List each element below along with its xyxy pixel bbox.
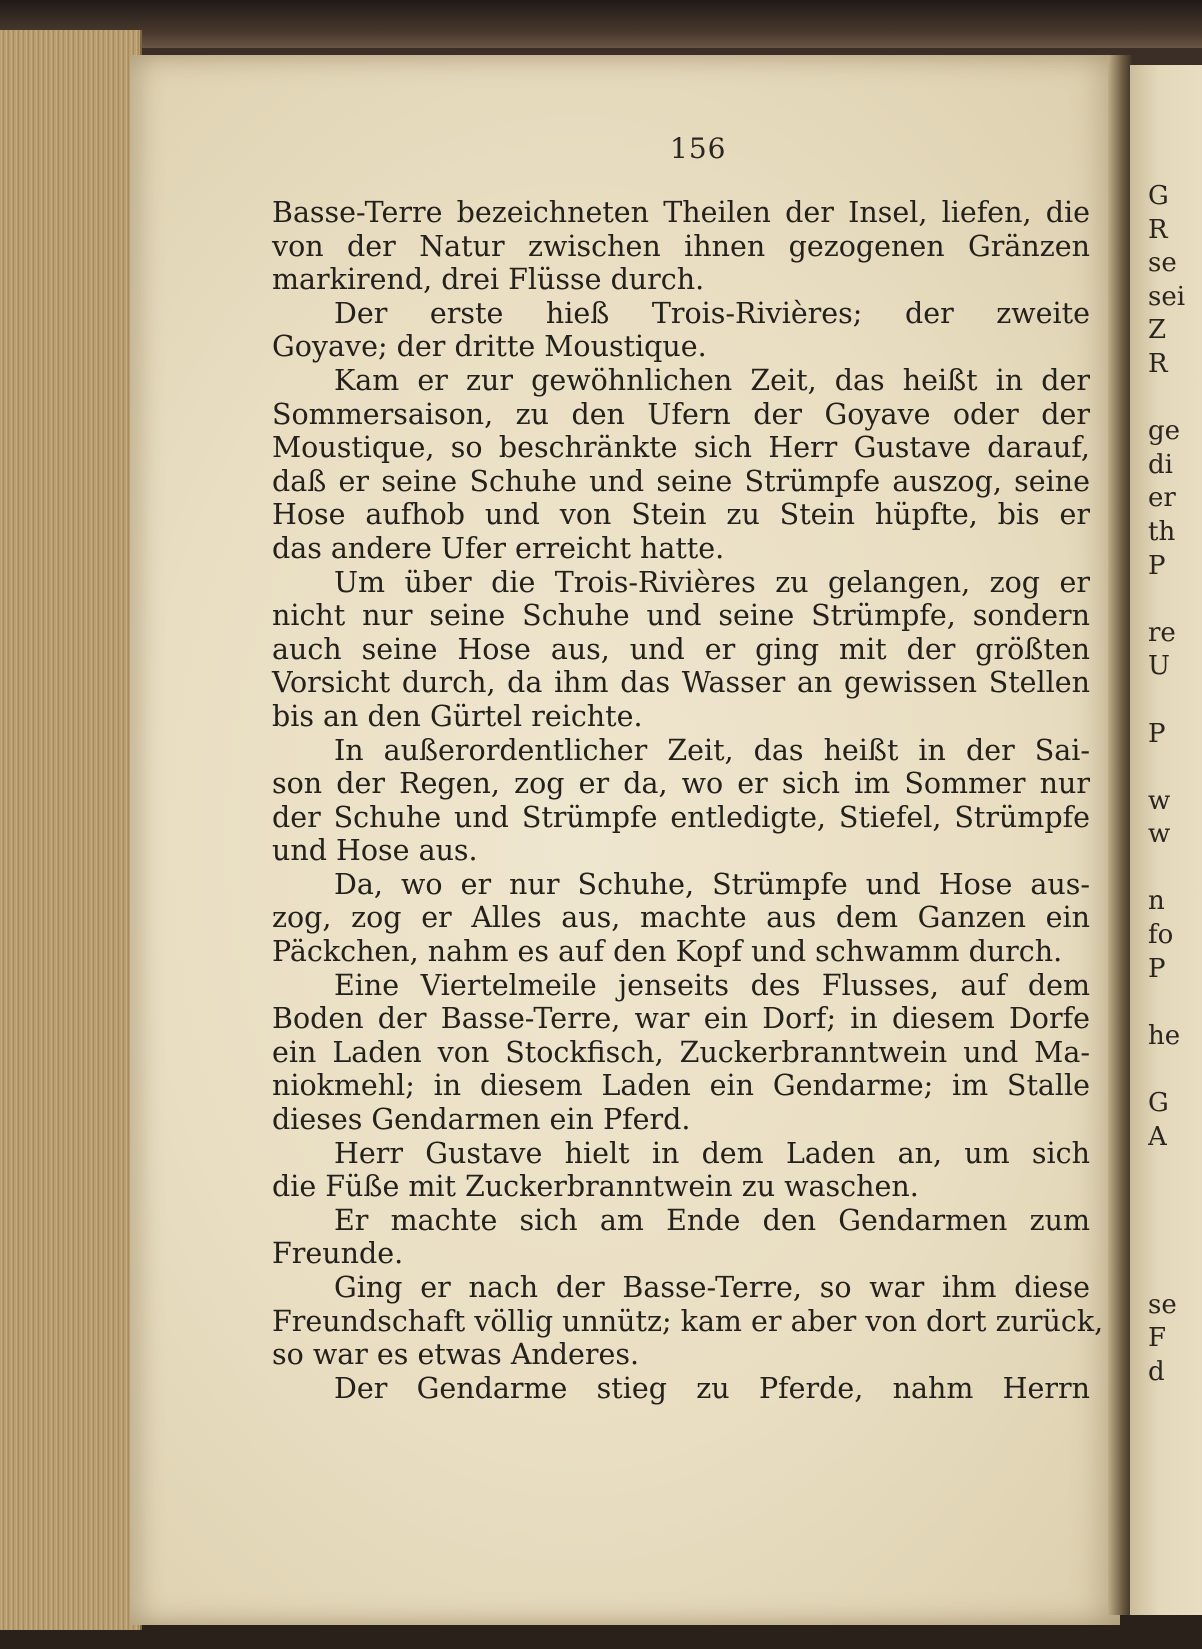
text-line: Freundschaft völlig unnütz; kam er aber von dort zurück, [272, 1304, 1104, 1338]
text-line: Vorsicht durch, da ihm das Wasser an gewissen Stellen [272, 666, 1090, 700]
text-line: der Schuhe und Strümpfe entledigte, Stiefel, Strümpfe [272, 800, 1090, 834]
text-line: Moustique, so beschränkte sich Herr Gustave darauf, [272, 431, 1090, 465]
right-page-fragment: er [1148, 483, 1176, 514]
right-page-fragment: F [1148, 1323, 1167, 1354]
right-page-fragment [1148, 1188, 1202, 1222]
right-page-fragment: R [1148, 348, 1168, 379]
right-page-fragment: G [1148, 181, 1169, 211]
right-page-fragment: fo [1148, 920, 1174, 951]
text-line: niokmehl; in diesem Laden ein Gendarme; im Stalle [272, 1069, 1090, 1103]
text-line: Freunde. [272, 1237, 404, 1271]
book-gutter [1108, 55, 1132, 1615]
right-page-fragment [1148, 684, 1202, 718]
book-cover-edge [0, 0, 1202, 48]
text-line: Er machte sich am Ende den Gendarmen zum [334, 1203, 1090, 1237]
text-line: daß er seine Schuhe und seine Strümpfe auszog, seine [272, 464, 1090, 498]
right-page-fragment: n [1148, 886, 1165, 917]
text-line: zog, zog er Alles aus, machte aus dem Ganzen ein [272, 901, 1090, 935]
text-line: dieses Gendarmen ein Pferd. [272, 1103, 691, 1137]
text-line: bis an den Gürtel reichte. [272, 699, 643, 733]
text-line: Um über die Trois-Rivières zu gelangen, zog er [334, 565, 1090, 599]
text-line: Sommersaison, zu den Ufern der Goyave oder der [272, 397, 1090, 431]
text-line: Eine Viertelmeile jenseits des Flusses, auf dem [334, 968, 1090, 1002]
right-page-fragment [1148, 1053, 1202, 1087]
right-page-fragment [1148, 751, 1202, 785]
text-line: Basse-Terre bezeichneten Theilen der Insel, liefen, die [272, 196, 1090, 229]
text-line: Herr Gustave hielt in dem Laden an, um sich [334, 1136, 1090, 1170]
right-page-fragment [1148, 1154, 1202, 1188]
right-page-fragment: R [1148, 214, 1168, 245]
right-page-fragment: P [1148, 550, 1166, 581]
right-page-fragment: Z [1148, 315, 1167, 346]
right-page-fragment: th [1148, 516, 1176, 547]
page-body-text [272, 196, 1104, 1405]
right-page-fragment: w [1148, 819, 1171, 850]
right-page-fragment [1148, 382, 1202, 416]
right-page-fragment: se [1148, 1289, 1177, 1320]
text-line: Ging er nach der Basse-Terre, so war ihm diese [334, 1271, 1090, 1304]
text-line: Hose aufhob und von Stein zu Stein hüpfte, bis er [272, 498, 1090, 532]
page-edges [0, 30, 142, 1630]
text-line: Päckchen, nahm es auf den Kopf und schwamm durch. [272, 935, 1063, 969]
right-page-text-fragments [1148, 180, 1202, 1389]
right-page-fragment: A [1148, 1121, 1167, 1152]
text-line: ein Laden von Stockfisch, Zuckerbranntwein und Ma- [272, 1035, 1090, 1069]
text-line: Da, wo er nur Schuhe, Strümpfe und Hose aus- [334, 867, 1090, 901]
text-line: auch seine Hose aus, und er ging mit der größten [272, 632, 1090, 666]
right-page-fragment: se [1148, 248, 1177, 279]
right-page-fragment: G [1148, 1088, 1169, 1119]
right-page-fragment: di [1148, 449, 1173, 480]
right-page-fragment: U [1148, 651, 1170, 682]
text-line: markirend, drei Flüsse durch. [272, 263, 705, 297]
right-page-fragment [1148, 1255, 1202, 1289]
right-page-fragment [1148, 986, 1202, 1020]
right-page-fragment [1148, 583, 1202, 617]
text-line: Der erste hieß Trois-Rivières; der zweite [334, 296, 1090, 330]
right-page-fragment: d [1148, 1356, 1165, 1387]
text-line: Boden der Basse-Terre, war ein Dorf; in diesem Dorfe [272, 1002, 1090, 1036]
text-line: so war es etwas Anderes. [272, 1338, 640, 1372]
right-page-fragment: w [1148, 785, 1171, 816]
right-page-fragment: P [1148, 718, 1166, 749]
right-page-fragment: re [1148, 617, 1176, 648]
right-page-fragment: sei [1148, 281, 1186, 312]
text-line: Der Gendarme stieg zu Pferde, nahm Herrn [334, 1371, 1090, 1405]
text-line: das andere Ufer erreicht hatte. [272, 531, 725, 565]
page-number: 156 [670, 132, 727, 165]
text-line: Goyave; der dritte Moustique. [272, 330, 707, 364]
text-line: son der Regen, zog er da, wo er sich im Sommer nur [272, 767, 1090, 801]
right-page-fragment [1148, 852, 1202, 886]
text-line: von der Natur zwischen ihnen gezogenen Gränzen [272, 229, 1090, 263]
text-line: nicht nur seine Schuhe und seine Strümpfe, sondern [272, 599, 1090, 633]
text-line: und Hose aus. [272, 834, 478, 868]
right-page-fragment [1148, 1221, 1202, 1255]
text-line: In außerordentlicher Zeit, das heißt in der Sai- [334, 733, 1090, 767]
text-line: die Füße mit Zuckerbranntwein zu waschen. [272, 1170, 919, 1204]
text-line: Kam er zur gewöhnlichen Zeit, das heißt in der [334, 363, 1090, 397]
right-page-fragment: he [1148, 1020, 1181, 1051]
right-page-fragment: P [1148, 953, 1166, 984]
right-page-fragment: ge [1148, 416, 1181, 447]
